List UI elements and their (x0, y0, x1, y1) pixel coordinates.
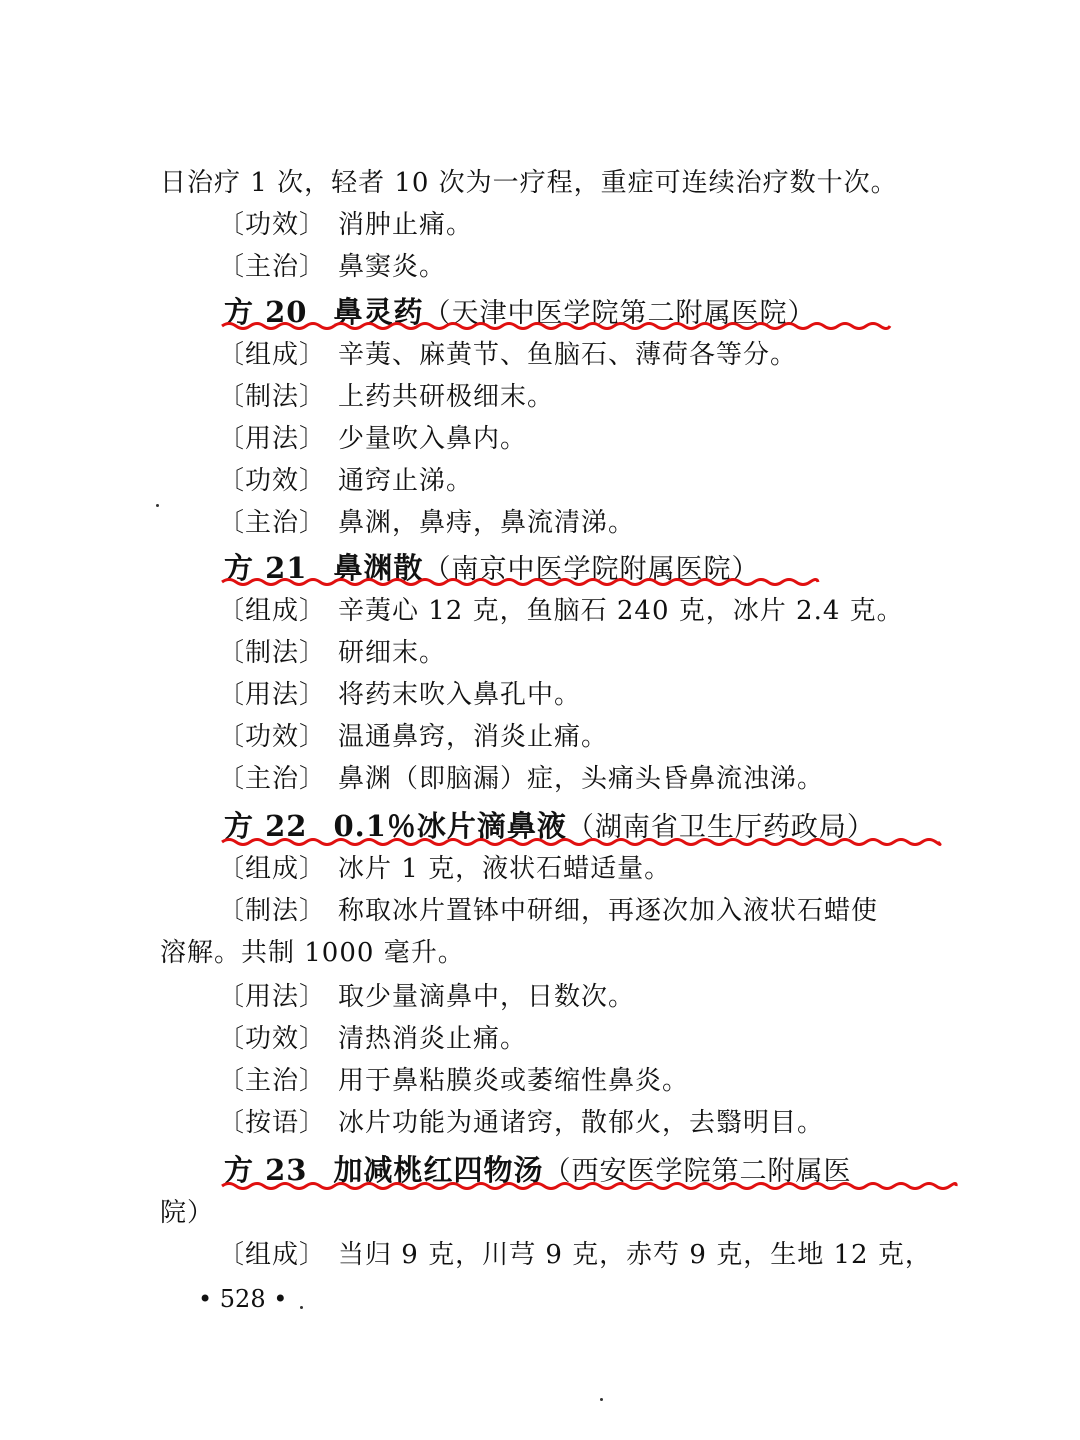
entry-zhifa (218, 894, 878, 928)
prescription-number: 方 21 (224, 551, 308, 585)
entry-yongfa (218, 422, 527, 456)
entry-text: 鼻窦炎。 (338, 252, 447, 282)
entry-text: 少量吹入鼻内。 (338, 424, 528, 454)
section-tag: 〔功效〕 (218, 210, 327, 240)
prescription-name: 鼻灵药 (333, 295, 424, 329)
wavy-underline (222, 318, 890, 334)
entry-text: 鼻渊（即脑漏）症，头痛头昏鼻流浊涕。 (338, 764, 825, 794)
wavy-underline (222, 574, 818, 590)
prescription-source: （天津中医学院第二附属医院） (423, 298, 816, 329)
entry-anyu (218, 1106, 824, 1140)
text-line (160, 1196, 214, 1230)
text-line (160, 166, 898, 200)
entry-text: 上药共研极细末。 (338, 382, 555, 412)
entry-zhuzhi (218, 506, 635, 540)
section-tag: 〔用法〕 (218, 424, 327, 454)
text-line (160, 936, 465, 970)
entry-zhuzhi (218, 1064, 689, 1098)
scan-speck (300, 1306, 303, 1309)
section-tag: 〔用法〕 (218, 680, 327, 710)
entry-text: 研细末。 (338, 638, 447, 668)
entry-text: 用于鼻粘膜炎或萎缩性鼻炎。 (338, 1066, 690, 1096)
line-text: 日治疗 1 次，轻者 10 次为一疗程，重症可连续治疗数十次。 (160, 168, 898, 198)
section-tag: 〔组成〕 (218, 596, 327, 626)
entry-text: 通窍止涕。 (338, 466, 474, 496)
entry-text: 辛荑心 12 克，鱼脑石 240 克，冰片 2.4 克。 (338, 596, 904, 626)
entry-zucheng (218, 338, 797, 372)
entry-yongfa (218, 678, 581, 712)
section-tag: 〔组成〕 (218, 340, 327, 370)
page-number: • 528 • (198, 1285, 288, 1313)
entry-text: 称取冰片置钵中研细，再逐次加入液状石蜡使 (338, 896, 879, 926)
section-tag: 〔功效〕 (218, 1024, 327, 1054)
line-text: 院） (160, 1198, 215, 1228)
section-tag: 〔组成〕 (218, 1240, 327, 1270)
prescription-name: 加减桃红四物汤 (333, 1153, 544, 1187)
wavy-underline-path (222, 580, 818, 585)
section-tag: 〔功效〕 (218, 466, 327, 496)
section-tag: 〔制法〕 (218, 382, 327, 412)
line-text: 溶解。共制 1000 毫升。 (160, 938, 465, 968)
prescription-source: （南京中医学院附属医院） (423, 554, 760, 585)
scan-speck (600, 1398, 603, 1401)
section-tag: 〔制法〕 (218, 896, 327, 926)
entry-zucheng (218, 1238, 932, 1272)
entry-gongxiao (218, 464, 473, 498)
wavy-underline-path (222, 1184, 956, 1189)
entry-text: 将药末吹入鼻孔中。 (338, 680, 582, 710)
wavy-underline-path (222, 324, 890, 329)
entry-gongxiao (218, 720, 608, 754)
prescription-name: 鼻渊散 (333, 551, 424, 585)
prescription-number: 方 20 (224, 295, 308, 329)
section-tag: 〔按语〕 (218, 1108, 327, 1138)
wavy-underline-path (222, 840, 940, 845)
section-tag: 〔主治〕 (218, 1066, 327, 1096)
entry-zhifa (218, 380, 554, 414)
entry-text: 冰片 1 克，液状石蜡适量。 (338, 854, 672, 884)
entry-text: 冰片功能为通诸窍，散郁火，去翳明目。 (338, 1108, 825, 1138)
entry-zhuzhi (218, 762, 824, 796)
entry-text: 取少量滴鼻中，日数次。 (338, 982, 636, 1012)
entry-zhifa (218, 636, 446, 670)
prescription-number: 方 23 (224, 1153, 308, 1187)
prescription-source: （湖南省卫生厅药政局） (566, 812, 875, 843)
entry-zhuzhi (218, 250, 446, 284)
entry-gongxiao (218, 208, 473, 242)
wavy-underline (222, 1178, 956, 1194)
section-tag: 〔主治〕 (218, 764, 327, 794)
entry-zucheng (218, 852, 671, 886)
section-tag: 〔主治〕 (218, 508, 327, 538)
wavy-underline (222, 834, 938, 850)
section-tag: 〔主治〕 (218, 252, 327, 282)
section-tag: 〔制法〕 (218, 638, 327, 668)
entry-text: 辛荑、麻黄节、鱼脑石、薄荷各等分。 (338, 340, 798, 370)
section-tag: 〔组成〕 (218, 854, 327, 884)
entry-gongxiao (218, 1022, 527, 1056)
entry-zucheng (218, 594, 904, 628)
prescription-number: 方 22 (224, 809, 308, 843)
section-tag: 〔用法〕 (218, 982, 327, 1012)
entry-text: 鼻渊，鼻痔，鼻流清涕。 (338, 508, 636, 538)
prescription-source: （西安医学院第二附属医 (543, 1156, 852, 1187)
entry-text: 温通鼻窍，消炎止痛。 (338, 722, 609, 752)
entry-text: 清热消炎止痛。 (338, 1024, 528, 1054)
scan-speck (156, 504, 159, 507)
entry-text: 当归 9 克，川芎 9 克，赤芍 9 克，生地 12 克， (338, 1240, 932, 1270)
entry-yongfa (218, 980, 635, 1014)
entry-text: 消肿止痛。 (338, 210, 474, 240)
section-tag: 〔功效〕 (218, 722, 327, 752)
prescription-name: 0.1％冰片滴鼻液 (333, 809, 567, 843)
